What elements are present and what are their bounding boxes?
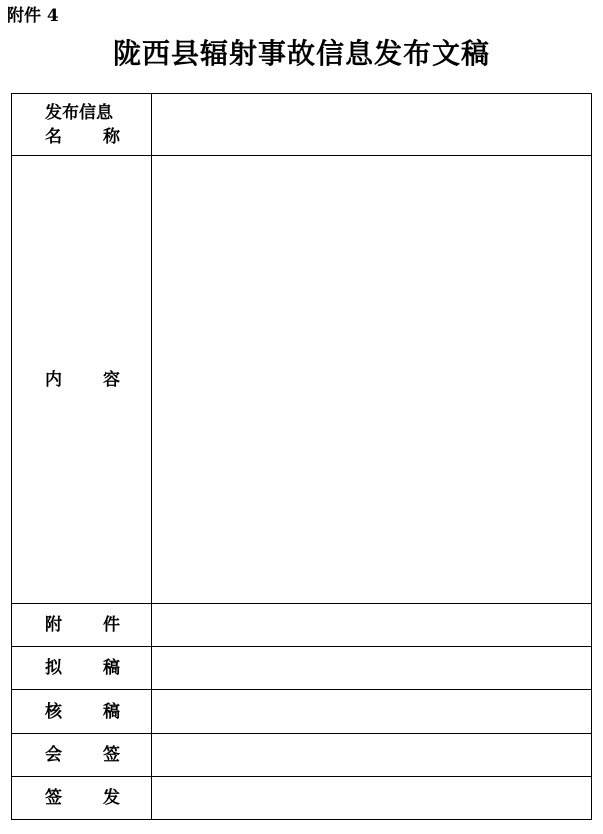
release-name-label-line2 (12, 125, 151, 149)
content-label-char1: 内 (45, 369, 62, 390)
attachment-number: 附件 4 (7, 6, 59, 26)
draft-field[interactable] (152, 647, 592, 690)
countersign-label-char2: 签 (103, 744, 120, 765)
row-attachment (12, 604, 592, 647)
release-form-table (11, 93, 592, 820)
countersign-label (12, 733, 152, 776)
content-field[interactable] (152, 156, 592, 604)
review-label (12, 690, 152, 733)
release-name-label-char2: 称 (103, 126, 120, 147)
review-field[interactable] (152, 690, 592, 733)
draft-label (12, 647, 152, 690)
row-countersign (12, 733, 592, 776)
row-issue (12, 776, 592, 819)
content-label (12, 156, 152, 604)
row-release-name (12, 94, 592, 156)
release-name-label (12, 94, 152, 156)
row-draft (12, 647, 592, 690)
release-name-field[interactable] (152, 94, 592, 156)
attachment-field[interactable] (152, 604, 592, 647)
draft-label-char1: 拟 (45, 658, 62, 679)
review-label-char2: 稿 (103, 701, 120, 722)
attachment-label-char1: 附 (45, 615, 62, 636)
release-name-label-line1: 发布信息 (45, 102, 113, 123)
issue-field[interactable] (152, 776, 592, 819)
issue-label-char2: 发 (103, 787, 120, 808)
attachment-label (12, 604, 152, 647)
countersign-field[interactable] (152, 733, 592, 776)
issue-label-char1: 签 (45, 787, 62, 808)
release-name-label-char1: 名 (45, 126, 62, 147)
review-label-char1: 核 (45, 701, 62, 722)
row-content (12, 156, 592, 604)
document-title: 陇西县辐射事故信息发布文稿 (112, 37, 490, 70)
draft-label-char2: 稿 (103, 658, 120, 679)
row-review (12, 690, 592, 733)
countersign-label-char1: 会 (45, 744, 62, 765)
attachment-label-char2: 件 (103, 615, 120, 636)
issue-label (12, 776, 152, 819)
content-label-char2: 容 (103, 369, 120, 390)
